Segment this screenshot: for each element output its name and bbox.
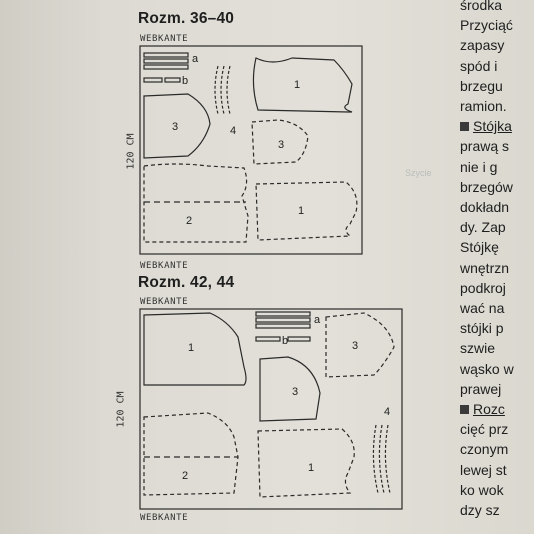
article-text: dzy sz (460, 502, 500, 518)
article-text-line (460, 178, 513, 197)
fabric-outline (140, 309, 402, 509)
article-text-line (460, 259, 509, 278)
article-text-line (460, 117, 512, 136)
article-text-line (460, 400, 505, 419)
article-text-line (460, 238, 499, 257)
article-text: podkroj (460, 279, 506, 296)
article-text: prawą s (460, 138, 510, 155)
label-4: 4 (384, 406, 391, 418)
label-3-left: 3 (172, 121, 179, 133)
article-text-line (460, 440, 508, 459)
article-text: szwie (460, 340, 496, 357)
article-text-line (460, 339, 495, 358)
width-label: 120 CM (125, 133, 137, 170)
label-2: 2 (186, 215, 193, 227)
piece-1-dashed (258, 429, 354, 497)
piece-3-dashed (326, 313, 394, 377)
article-text-column (458, 0, 534, 534)
article-text-line (460, 36, 504, 55)
article-text: cięć prz (460, 421, 509, 438)
selvage-label-bottom-2: WEBKANTE (140, 513, 189, 523)
cutting-layout-42-44 (138, 307, 408, 513)
article-text-line (460, 158, 497, 177)
article-text: Przyciąć (460, 17, 513, 34)
label-1-top: 1 (294, 79, 301, 91)
article-text: stójki p (460, 320, 504, 337)
article-text: wnętrzn (460, 259, 510, 276)
article-text-line (460, 279, 506, 298)
article-text: prawej (460, 380, 502, 397)
piece-4-strips (373, 425, 390, 493)
strip-pieces-a (256, 312, 310, 328)
article-text: wać na (460, 300, 505, 316)
piece-1-upper (144, 313, 246, 385)
article-text-line (460, 319, 504, 338)
section-marker-icon (460, 122, 469, 131)
article-text-line (460, 360, 514, 379)
article-text: dokładn (460, 199, 510, 215)
article-text: nie i g (460, 158, 498, 175)
label-b: b (182, 75, 189, 87)
article-text-line (460, 0, 502, 15)
section-marker-icon (460, 405, 469, 414)
article-text-line (460, 501, 500, 520)
article-text-line (460, 16, 513, 35)
article-text-line (460, 481, 504, 500)
article-text-line (460, 57, 497, 76)
article-text: środka (460, 0, 503, 13)
piece-3-sleeve (260, 357, 320, 421)
article-text: lewej st (460, 461, 507, 478)
article-text: dy. Zap (460, 219, 506, 236)
label-3-right: 3 (352, 340, 359, 352)
article-text: Rozc (473, 401, 505, 417)
piece-2-dashed (144, 413, 238, 495)
label-b: b (282, 335, 289, 347)
label-1-bottom: 1 (308, 462, 315, 474)
cutting-layout-36-40 (138, 44, 368, 259)
strip-pieces-a (144, 53, 188, 69)
article-text: ko wok (460, 481, 504, 498)
article-text-line (460, 218, 506, 237)
article-text: ramion. (460, 98, 507, 114)
label-4: 4 (230, 125, 237, 137)
article-text-line (460, 198, 509, 217)
article-text: brzegu (460, 77, 503, 94)
width-label-2: 120 CM (115, 391, 127, 428)
article-text-line (460, 380, 501, 399)
label-2: 2 (182, 470, 189, 482)
article-text-line (460, 420, 508, 439)
selvage-label-top-2: WEBKANTE (140, 297, 189, 307)
article-text: brzegów (460, 178, 513, 195)
label-1-left: 1 (188, 342, 195, 354)
article-text: spód i (460, 57, 498, 74)
label-a: a (314, 314, 321, 326)
piece-1-upper (253, 58, 352, 112)
piece-1-dashed (256, 182, 357, 240)
label-3-mid: 3 (278, 139, 285, 151)
label-1-bottom: 1 (298, 205, 305, 217)
size-heading-36-40: Rozm. 36–40 (138, 10, 235, 27)
fabric-outline (140, 46, 362, 254)
article-text-line (460, 97, 507, 116)
article-text-line (460, 77, 503, 96)
show-through-text: Szycie (405, 168, 432, 178)
article-text: wąsko w (460, 360, 514, 377)
article-text-line (460, 299, 504, 318)
piece-2-dashed (144, 164, 248, 242)
selvage-label-top: WEBKANTE (140, 34, 189, 44)
label-3-mid: 3 (292, 386, 299, 398)
selvage-label-bottom: WEBKANTE (140, 261, 189, 271)
piece-4-strips (215, 66, 230, 114)
article-text: Stójkę (460, 239, 499, 256)
article-text: Stójka (473, 118, 512, 135)
article-text: zapasy (460, 37, 505, 54)
article-text-line (460, 137, 509, 156)
size-heading-42-44: Rozm. 42, 44 (138, 274, 235, 291)
strip-pieces-b (144, 78, 180, 82)
article-text-line (460, 461, 507, 480)
article-text: czonym (460, 441, 509, 458)
label-a: a (192, 53, 199, 65)
